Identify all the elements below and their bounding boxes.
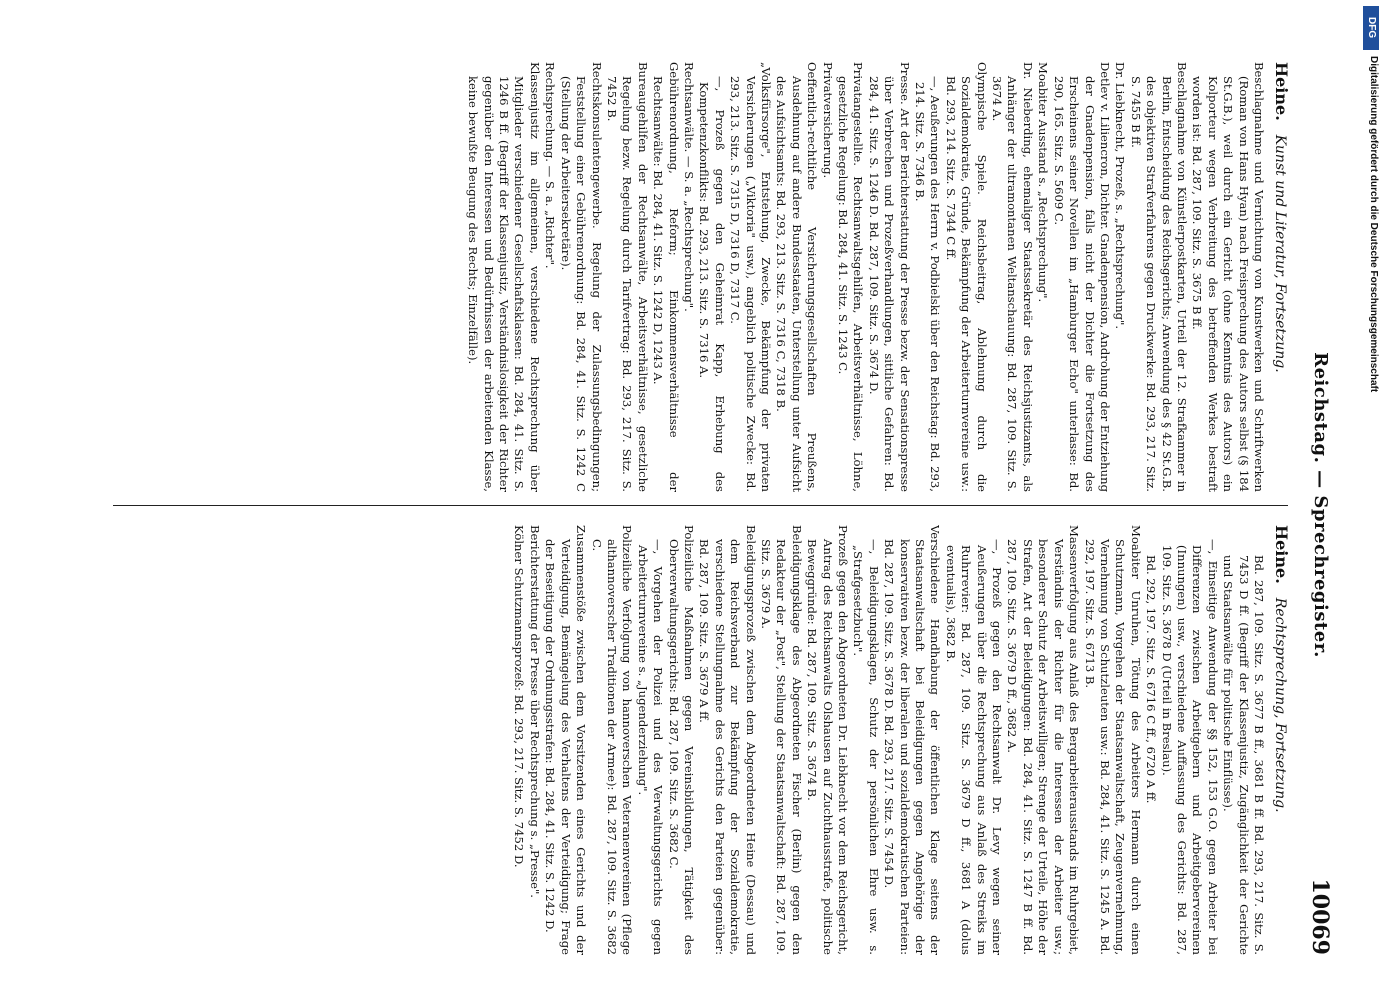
register-entry: Beschlagnahme und Vernichtung von Kunstwerken und Schriftwerken (Roman von Hans Hyan) nach Freisprechung des Autors selbst (§ 184 St.G.B.), weil durch ein Gericht (ohne Kenntnis des Autors) ein Kolporteur wegen Verbreitung des betreffenden Werkes bestraft worden ist: Bd. 287, 109. Sitz. S. 3675 B ff. (1190, 62, 1266, 492)
register-entry: Bd. 292, 197. Sitz. S. 6716 C ff., 6720 A ff. (1144, 555, 1159, 804)
register-entry: Moabiter Unruhen, Tötung des Arbeiters Hermann durch einen Schutzmann, Vorgehen der Staatsanwaltschaft, Zeugenvernehmung, Vernehmung von Schutzleuten usw.: Bd. 284, 41. Sitz. S. 1245 A. Bd. 292, 197. Sitz. S. 6713 B. (1082, 525, 1143, 955)
register-entry: —, Aeußerungen des Herrn v. Podbielski über den Reichstag: Bd. 293, 214. Sitz. S. 7346 B. (913, 76, 943, 492)
register-entry: —, Prozeß gegen den Geheimrat Kapp, Erhebung des Kompetenzkonflikts: Bd. 293, 213. Sitz. S. 7316 A. (697, 76, 727, 492)
register-entry: Presse. Art der Berichterstattung der Presse bezw. der Sensationspresse über Verbrechen und Prozeßverhandlungen, sittliche Gefahren: Bd. 284, 41. Sitz. S. 1246 D. Bd. 287, 109. Sitz. S. 3674 D. (866, 62, 912, 492)
register-entry: Rechtsprechung. — S. a. „Richter". (543, 62, 558, 269)
left-column-heading (1270, 62, 1291, 492)
register-entry: Dr. Nieberding, ehemaliger Staatssekretär des Reichsjustizamts, als Anhänger der ultramontanen Weltanschauung: Bd. 287, 109. Sitz. S. 3674 A. (990, 62, 1035, 492)
register-entry: Verschiedene Handhabung der öffentlichen Klage seitens der Staatsanwaltschaft bei Beleidigungen gegen Angehörige der konservativen bezw. der liberalen und sozialdemokratischen Parteien: Bd. 287, 109. Sitz. S. 3678 D. Bd. 293, 217. Sitz. S. 7454 D. (882, 525, 943, 955)
register-entry: Rechtsanwälte. — S. a. „Rechtsprechung". (681, 62, 696, 312)
register-entry: Bureaugehilfen der Rechtsanwälte, Arbeitsverhältnisse, gesetzliche Regelung bezw. Regelung durch Tarifvertrag: Bd. 293, 217. Sitz. S. 7452 B. (604, 62, 650, 492)
column-divider (113, 505, 1288, 506)
running-header (1293, 55, 1333, 955)
right-column-heading (1270, 525, 1291, 955)
register-entry: „Volksfürsorge", Entstehung, Zwecke, Bekämpfung der privaten Versicherungen („Viktoria" usw.), angeblich politische Zwecke: Bd. 293, 213. Sitz. S. 7315 D, 7316 D, 7317 C. (728, 62, 773, 492)
register-entry: Zusammenstöße zwischen dem Vorsitzenden eines Gerichts und der Verteidigung, Bemängelung des Verhaltens der Verteidigung; Frage der Beseitigung der Ordnungsstrafen: Bd. 284, 41. Sitz. S. 1242 D. (543, 525, 589, 955)
register-entry: Detlev v. Liliencron, Dichter. Gnadenpension, Androhung der Entziehung der Gnadenpension, falls nicht der Dichter die Fortsetzung des Erscheinens seiner Novellen im „Hamburger Echo" unterlasse: Bd. 290, 165. Sitz. S. 5609 C. (1051, 62, 1112, 492)
right-column-speaker: Heine. (1272, 525, 1291, 584)
register-entry: Olympische Spiele. Reichsbeitrag, Ablehnung durch die Sozialdemokratie, Gründe, Bekämpfung der Arbeiterturnvereine usw.: Bd. 293, 214. Sitz. S. 7344 C ff. (943, 62, 989, 492)
register-entry: Oeffentlich-rechtliche Versicherungsgesellschaften Preußens, Ausdehnung auf andere Bundesstaaten, Unterstellung unter Aufsicht des Aufsichtsamts: Bd. 293, 213. Sitz. S. 7316 C, 7318 B. (774, 62, 820, 492)
register-entry: Privatangestellte. Rechtsanwaltsgehilfen, Arbeitsverhältnisse, Löhne, gesetzliche Regelung: Bd. 284, 41. Sitz. S. 1243 C. (836, 62, 866, 492)
left-column (106, 62, 1291, 492)
register-entry: —, Vorgehen der Polizei und des Verwaltungsgerichts gegen Arbeiterturnvereine s. „Jugenderziehung". (635, 539, 666, 955)
left-column-topic: Kunst und Literatur, Fortsetzung. (1272, 134, 1288, 373)
page-number: 10069 (1307, 878, 1333, 955)
register-entry: Prozeß gegen den Abgeordneten Dr. Liebknecht vor dem Reichsgericht, Antrag des Reichsanwalts Olshausen auf Zuchthausstrafe, politische Beweggründe: Bd. 287, 109. Sitz. S. 3674 B. (805, 525, 851, 955)
register-entry: Beschlagnahme von Künstlerpostkarten, Urteil der 12. Strafkammer in Berlin, Entscheidung des Reichsgerichts; Anwendung des § 42 St.G.B. des objektiven Strafverfahrens gegen Druckwerke: Bd. 293, 217. Sitz. S. 7455 B ff. (1128, 62, 1189, 492)
register-entry: Berichterstattung der Presse über Rechtsprechung s. „Presse". (527, 525, 542, 898)
register-entry: Polizeiliche Maßnahmen gegen Vereinsbildungen, Tätigkeit des Oberverwaltungsgerichts: Bd. 287, 109. Sitz. S. 3682 C. (666, 525, 696, 955)
register-entry: —, Prozeß gegen den Rechtsanwalt Dr. Levy wegen seiner Aeußerungen über die Rechtsprechung aus Anlaß des Streiks im Ruhrrevier: Bd. 287, 109. Sitz. S. 3679 D ff., 3681 A (dolus eventualis), 3682 B. (943, 539, 1005, 955)
register-entry: Kölner Schutzmannsprozeß: Bd. 293, 217. Sitz. S. 7452 D. (512, 525, 527, 868)
left-column-speaker: Heine. (1272, 62, 1291, 121)
page-header-title: Reichstag. — Sprechregister. (1310, 352, 1331, 658)
register-entry: Bd. 287, 109. Sitz. S. 3677 B ff., 3681 B ff. Bd. 293, 217. Sitz. S. 7453 D ff. (Begriff der Klassenjustiz, Zugänglichkeit der Gerichte und Staatsanwälte für politische Einflüsse). (1221, 555, 1266, 955)
register-entry: Privatversicherung. (820, 62, 835, 179)
right-column-topic: Rechtsprechung, Fortsetzung. (1272, 597, 1288, 813)
dfg-watermark (1363, 6, 1379, 618)
register-entry: Beleidigungsprozeß zwischen dem Abgeordneten Heine (Dessau) und dem Reichsverband zur Bekämpfung der Sozialdemokratie, verschiedene Stellungnahme des Gerichts den Parteien gegenüber: Bd. 287, 109. Sitz. S. 3679 A ff. (697, 525, 758, 955)
dfg-logo: DFG (1363, 6, 1379, 50)
register-entry: Rechtskonsulentengewerbe. Regelung der Zulassungsbedingungen; Feststellung einer Gebührenordnung: Bd. 284, 41. Sitz. S. 1242 C (Stellung der Arbeitersekretäre). (558, 62, 604, 492)
register-entry: —, Beleidigungsklagen, Schutz der persönlichen Ehre usw. s. „Strafgesetzbuch". (851, 539, 881, 955)
register-entry: Gebührenordnung, Reform; Einkommensverhältnisse der Rechtsanwälte: Bd. 284, 41. Sitz. S. 1242 D, 1243 A. (651, 62, 681, 492)
register-entry: Dr. Liebknecht, Prozeß, s. „Rechtsprechung". (1113, 62, 1128, 330)
register-entry: Klassenjustiz im allgemeinen, verschiedene Rechtsprechung über Mitglieder verschiedener Gesellschaftsklassen: Bd. 284, 41. Sitz. S. 1246 B ff. (Begriff der Klassenjustiz, Verständnislosigkeit der Richter gegenüber den Interessen und Bedürfnissen der arbeitenden Klasse, keine bewußte Beugung des Rechts; Einzelfälle). (466, 62, 542, 492)
register-entry: Massenverfolgung aus Anlaß des Bergarbeiterausstands im Ruhrgebiet, Verständnis der Richter für die Interessen der Arbeiter usw.; besonderer Schutz der Arbeitswilligen; Strenge der Urteile, Höhe der Strafen, Art der Beleidigungen: Bd. 284, 41. Sitz. S. 1247 B ff. Bd. 287, 109. Sitz. S. 3679 D ff., 3682 A. (1005, 525, 1082, 955)
register-entry: Moabiter Ausstand s. „Rechtsprechung". (1036, 62, 1051, 303)
register-entry: Beleidigungsklage des Abgeordneten Fischer (Berlin) gegen den Redakteur der „Post", Stellung der Staatsanwaltschaft: Bd. 287, 109. Sitz. S. 3679 A. (759, 525, 804, 955)
register-entry: —, Einseitige Anwendung der §§ 152, 153 G.O. gegen Arbeiter bei Differenzen zwischen Arbeitgebern und Arbeitgebervereinen (Innungen) usw., verschiedene Auffassung des Gerichts: Bd. 287, 109. Sitz. S. 3678 D (Urteil in Breslau). (1159, 539, 1220, 955)
register-entry: Polizeiliche Verfolgung von hannoverschen Veteranenvereinen (Pflege althannoverscher Traditionen der Armee): Bd. 287, 109. Sitz. S. 3682 C. (589, 525, 635, 955)
digitization-credit: Digitalisierung gefördert durch die Deutsche Forschungsgemeinschaft (1368, 56, 1379, 393)
right-column (106, 525, 1291, 955)
